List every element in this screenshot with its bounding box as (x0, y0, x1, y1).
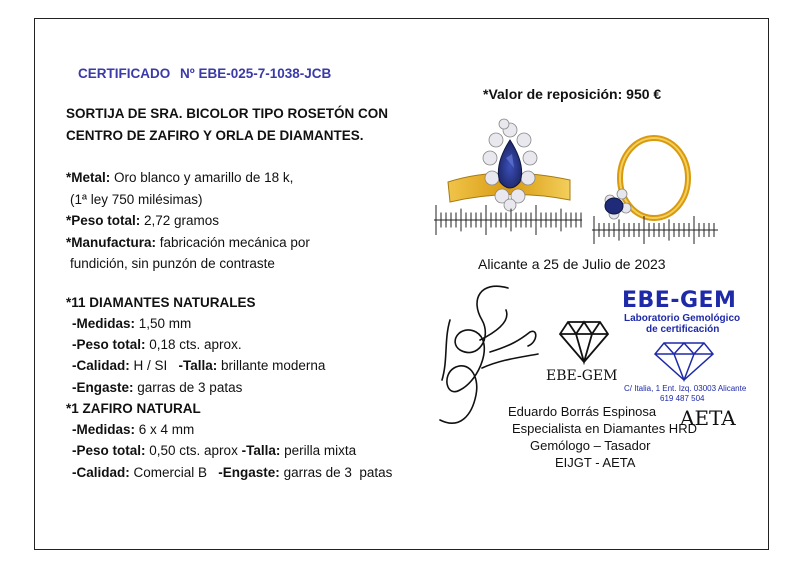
diamonds-calidad-label: -Calidad: (72, 358, 130, 373)
sapphire-peso-value: 0,50 cts. aprox (145, 443, 242, 458)
manufactura-label: *Manufactura: (66, 235, 157, 250)
sapphire-calidad (72, 465, 392, 481)
lab-address: C/ Italia, 1 Ent. Izq. 03003 Alicante (624, 384, 747, 393)
sapphire-heading: *1 ZAFIRO NATURAL (66, 401, 201, 416)
diamonds-medidas-value: 1,50 mm (135, 316, 192, 331)
diamonds-peso-label: -Peso total: (72, 337, 146, 352)
description-line1: SORTIJA DE SRA. BICOLOR TIPO ROSETÓN CON (66, 106, 389, 121)
diamonds-talla-value: brillante moderna (217, 358, 326, 373)
sapphire-peso (72, 443, 356, 459)
sapphire-medidas (72, 422, 194, 438)
diamonds-engaste-value: garras de 3 patas (133, 380, 243, 395)
diamonds-calidad (72, 358, 325, 374)
measurement-scale-right (590, 215, 720, 245)
lab-phone: 619 487 504 (660, 394, 705, 403)
metal-value: Oro blanco y amarillo de 18 k, (110, 170, 294, 185)
sapphire-medidas-value: 6 x 4 mm (135, 422, 195, 437)
diamonds-peso-value: 0,18 cts. aprox. (145, 337, 242, 352)
peso-row (66, 213, 219, 229)
metal-row (66, 170, 293, 186)
valor-row (483, 86, 661, 102)
manufactura-line2: fundición, sin punzón de contraste (70, 256, 275, 271)
valor-value: 950 € (622, 86, 662, 102)
signer-name: Eduardo Borrás Espinosa (508, 404, 657, 419)
sapphire-calidad-value: Comercial B (129, 465, 219, 480)
sapphire-talla-value: perilla mixta (280, 443, 357, 458)
diamonds-engaste-label: -Engaste: (72, 380, 134, 395)
aeta-mark-text: AETA (680, 406, 736, 430)
peso-value: 2,72 gramos (140, 213, 220, 228)
sapphire-engaste-label: -Engaste: (218, 465, 280, 480)
signer-title1: Especialista en Diamantes HRD (512, 421, 697, 436)
lab-subtitle2: de certificación (646, 324, 720, 335)
diamonds-medidas-label: -Medidas: (72, 316, 136, 331)
certificate-title (78, 66, 331, 82)
issue-date: Alicante a 25 de Julio de 2023 (478, 256, 666, 272)
diamonds-heading: *11 DIAMANTES NATURALES (66, 295, 256, 310)
sapphire-medidas-label: -Medidas: (72, 422, 136, 437)
metal-line2: (1ª ley 750 milésimas) (70, 192, 203, 207)
lab-subtitle1: Laboratorio Gemológico (624, 313, 741, 324)
sapphire-engaste-value: garras de 3 patas (279, 465, 393, 480)
valor-label: *Valor de reposición: (483, 86, 623, 102)
description-line2: CENTRO DE ZAFIRO Y ORLA DE DIAMANTES. (66, 128, 364, 143)
sapphire-calidad-label: -Calidad: (72, 465, 130, 480)
lab-diamond-icon (652, 340, 716, 382)
diamonds-medidas (72, 316, 191, 332)
signer-title3: EIJGT - AETA (555, 455, 636, 470)
signer-title2: Gemólogo – Tasador (530, 438, 651, 453)
lab-name: EBE-GEM (622, 288, 737, 313)
certificate-label: CERTIFICADO (78, 66, 171, 81)
diamonds-engaste (72, 380, 242, 396)
manufactura-row (66, 235, 310, 251)
sapphire-talla-label: -Talla: (241, 443, 281, 458)
manufactura-value: fabricación mecánica por (156, 235, 310, 250)
diamonds-calidad-value: H / SI (129, 358, 179, 373)
metal-label: *Metal: (66, 170, 111, 185)
peso-label: *Peso total: (66, 213, 141, 228)
diamonds-peso (72, 337, 242, 353)
sapphire-peso-label: -Peso total: (72, 443, 146, 458)
diamonds-talla-label: -Talla: (178, 358, 218, 373)
diamond-logo-icon (558, 318, 610, 364)
logo-label: EBE-GEM (546, 368, 618, 384)
measurement-scale-left (432, 205, 584, 235)
certificate-number: Nº EBE-025-7-1038-JCB (180, 66, 332, 81)
